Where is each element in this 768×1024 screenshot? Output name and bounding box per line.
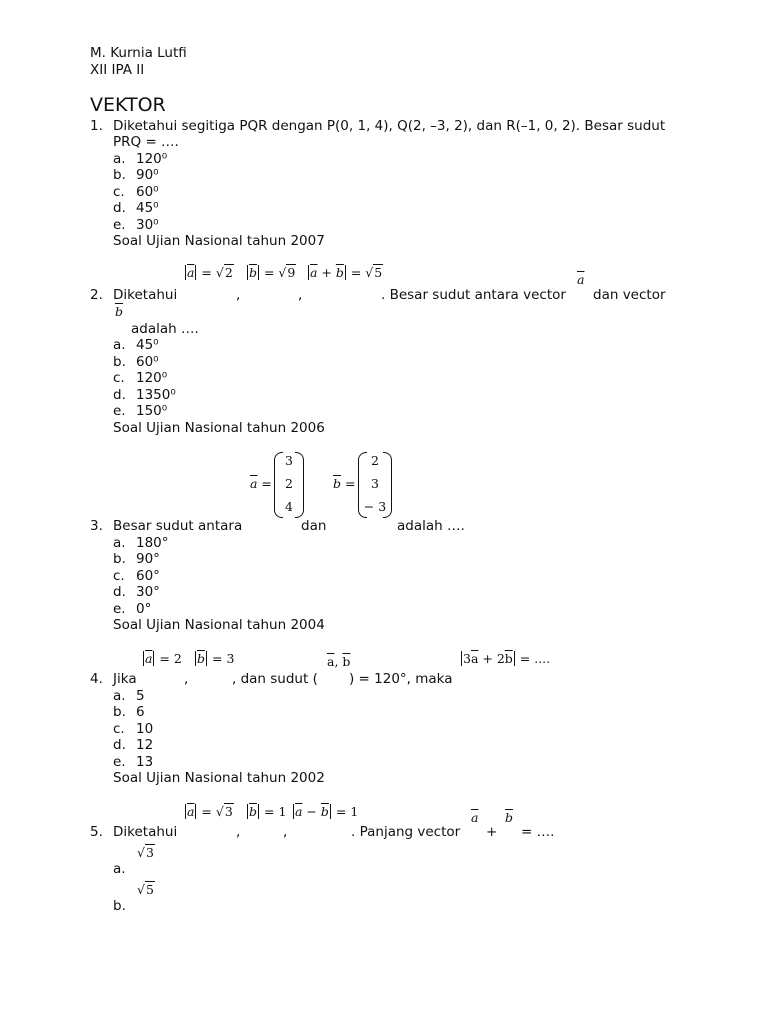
option-label: b. <box>113 167 126 183</box>
equation-abs-a: $\overline{a} = √2$ <box>187 265 233 280</box>
equation-abs-b: $\overline{b} = 3$ <box>197 651 235 666</box>
vector-b-label: $\overline{b}$ = <box>333 476 356 491</box>
question-text: , <box>236 287 241 303</box>
option-label: b. <box>113 551 126 567</box>
question-text: PRQ = …. <box>113 134 179 150</box>
option-text: 45⁰ <box>136 200 159 216</box>
question-text: Diketahui segitiga PQR dengan P(0, 1, 4), Q(2, –3, 2), dan R(–1, 0, 2). Besar sudut <box>113 118 666 134</box>
option-text: 150⁰ <box>136 403 168 419</box>
question-number: 2. <box>90 287 103 303</box>
option-label: c. <box>113 721 125 737</box>
option-label: d. <box>113 200 126 216</box>
question-text: , <box>298 287 303 303</box>
equation-abs-sum: $\overline{a} + \overline{b} = √5$ <box>310 265 383 280</box>
question-text: , <box>184 671 189 687</box>
option-text: 120⁰ <box>136 151 168 167</box>
option-text: 0° <box>136 601 152 617</box>
option-text: 1350⁰ <box>136 387 176 403</box>
option-text: 45⁰ <box>136 337 159 353</box>
vector-a-symbol: $\overline{a}$ <box>577 272 585 287</box>
option-label: a. <box>113 337 126 353</box>
question-text: dan <box>301 518 327 534</box>
option-label: e. <box>113 403 126 419</box>
source-note: Soal Ujian Nasional tahun 2002 <box>113 770 325 786</box>
option-label: b. <box>113 898 126 914</box>
option-label: a. <box>113 151 126 167</box>
option-text: 30⁰ <box>136 217 159 233</box>
option-label: d. <box>113 737 126 753</box>
question-number: 5. <box>90 824 103 840</box>
option-text: 5 <box>136 688 145 704</box>
question-text: dan vector <box>593 287 666 303</box>
equation-expression: $3\overline{a} + 2\overline{b}$ = .... <box>463 651 551 666</box>
source-note: Soal Ujian Nasional tahun 2006 <box>113 420 325 436</box>
question-number: 3. <box>90 518 103 534</box>
page-title: VEKTOR <box>90 94 166 116</box>
equation-abs-diff: $\overline{a} - \overline{b} = 1$ <box>295 804 359 819</box>
equation-abs-a: $\overline{a} = √3$ <box>187 804 233 819</box>
option-text: 13 <box>136 754 154 770</box>
option-label: b. <box>113 704 126 720</box>
question-text: ) = 120°, maka <box>349 671 453 687</box>
option-label: e. <box>113 217 126 233</box>
question-number: 1. <box>90 118 103 134</box>
question-text: Jika <box>113 671 137 687</box>
vector-b-symbol: $\overline{b}$ <box>505 810 514 825</box>
option-text: 90⁰ <box>136 167 159 183</box>
option-label: d. <box>113 584 126 600</box>
angle-vectors-symbol: $\overline{a}$, $\overline{b}$ <box>327 654 351 669</box>
option-label: a. <box>113 535 126 551</box>
option-label: b. <box>113 354 126 370</box>
option-math: √3 <box>137 845 154 860</box>
option-text: 12 <box>136 737 154 753</box>
option-text: 60⁰ <box>136 354 159 370</box>
question-text: . Besar sudut antara vector <box>381 287 566 303</box>
option-text: 60⁰ <box>136 184 159 200</box>
option-text: 30° <box>136 584 160 600</box>
equation-abs-b: $\overline{b} = √9$ <box>249 265 296 280</box>
question-text: , dan sudut ( <box>232 671 318 687</box>
option-label: e. <box>113 754 126 770</box>
option-text: 60° <box>136 568 160 584</box>
option-label: a. <box>113 861 126 877</box>
option-label: a. <box>113 688 126 704</box>
question-text: = …. <box>521 824 555 840</box>
question-text: Diketahui <box>113 287 178 303</box>
question-text: Diketahui <box>113 824 178 840</box>
vector-a-label: $\overline{a}$ = <box>250 476 272 491</box>
equation-abs-a: $\overline{a} = 2$ <box>145 651 182 666</box>
option-label: c. <box>113 370 125 386</box>
author-name: M. Kurnia Lutfi <box>90 45 187 61</box>
option-label: c. <box>113 568 125 584</box>
vector-b-symbol: $\overline{b}$ <box>115 304 124 319</box>
vector-b-matrix: 2 3 − 3 <box>358 452 392 518</box>
option-label: e. <box>113 601 126 617</box>
option-text: 6 <box>136 704 145 720</box>
vector-a-symbol: $\overline{a}$ <box>471 810 479 825</box>
option-text: 120⁰ <box>136 370 168 386</box>
question-text: adalah …. <box>397 518 465 534</box>
question-text: , <box>236 824 241 840</box>
question-text: Besar sudut antara <box>113 518 243 534</box>
vector-a-matrix: 3 2 4 <box>274 452 304 518</box>
question-text: + <box>486 824 498 840</box>
option-text: 180° <box>136 535 169 551</box>
option-label: c. <box>113 184 125 200</box>
option-math: √5 <box>137 882 154 897</box>
class-label: XII IPA II <box>90 62 145 78</box>
question-text: . Panjang vector <box>351 824 461 840</box>
source-note: Soal Ujian Nasional tahun 2004 <box>113 617 325 633</box>
option-text: 90° <box>136 551 160 567</box>
option-label: d. <box>113 387 126 403</box>
source-note: Soal Ujian Nasional tahun 2007 <box>113 233 325 249</box>
question-text: , <box>283 824 288 840</box>
option-text: 10 <box>136 721 154 737</box>
equation-abs-b: $\overline{b} = 1$ <box>249 804 287 819</box>
question-number: 4. <box>90 671 103 687</box>
question-text: adalah …. <box>131 321 199 337</box>
